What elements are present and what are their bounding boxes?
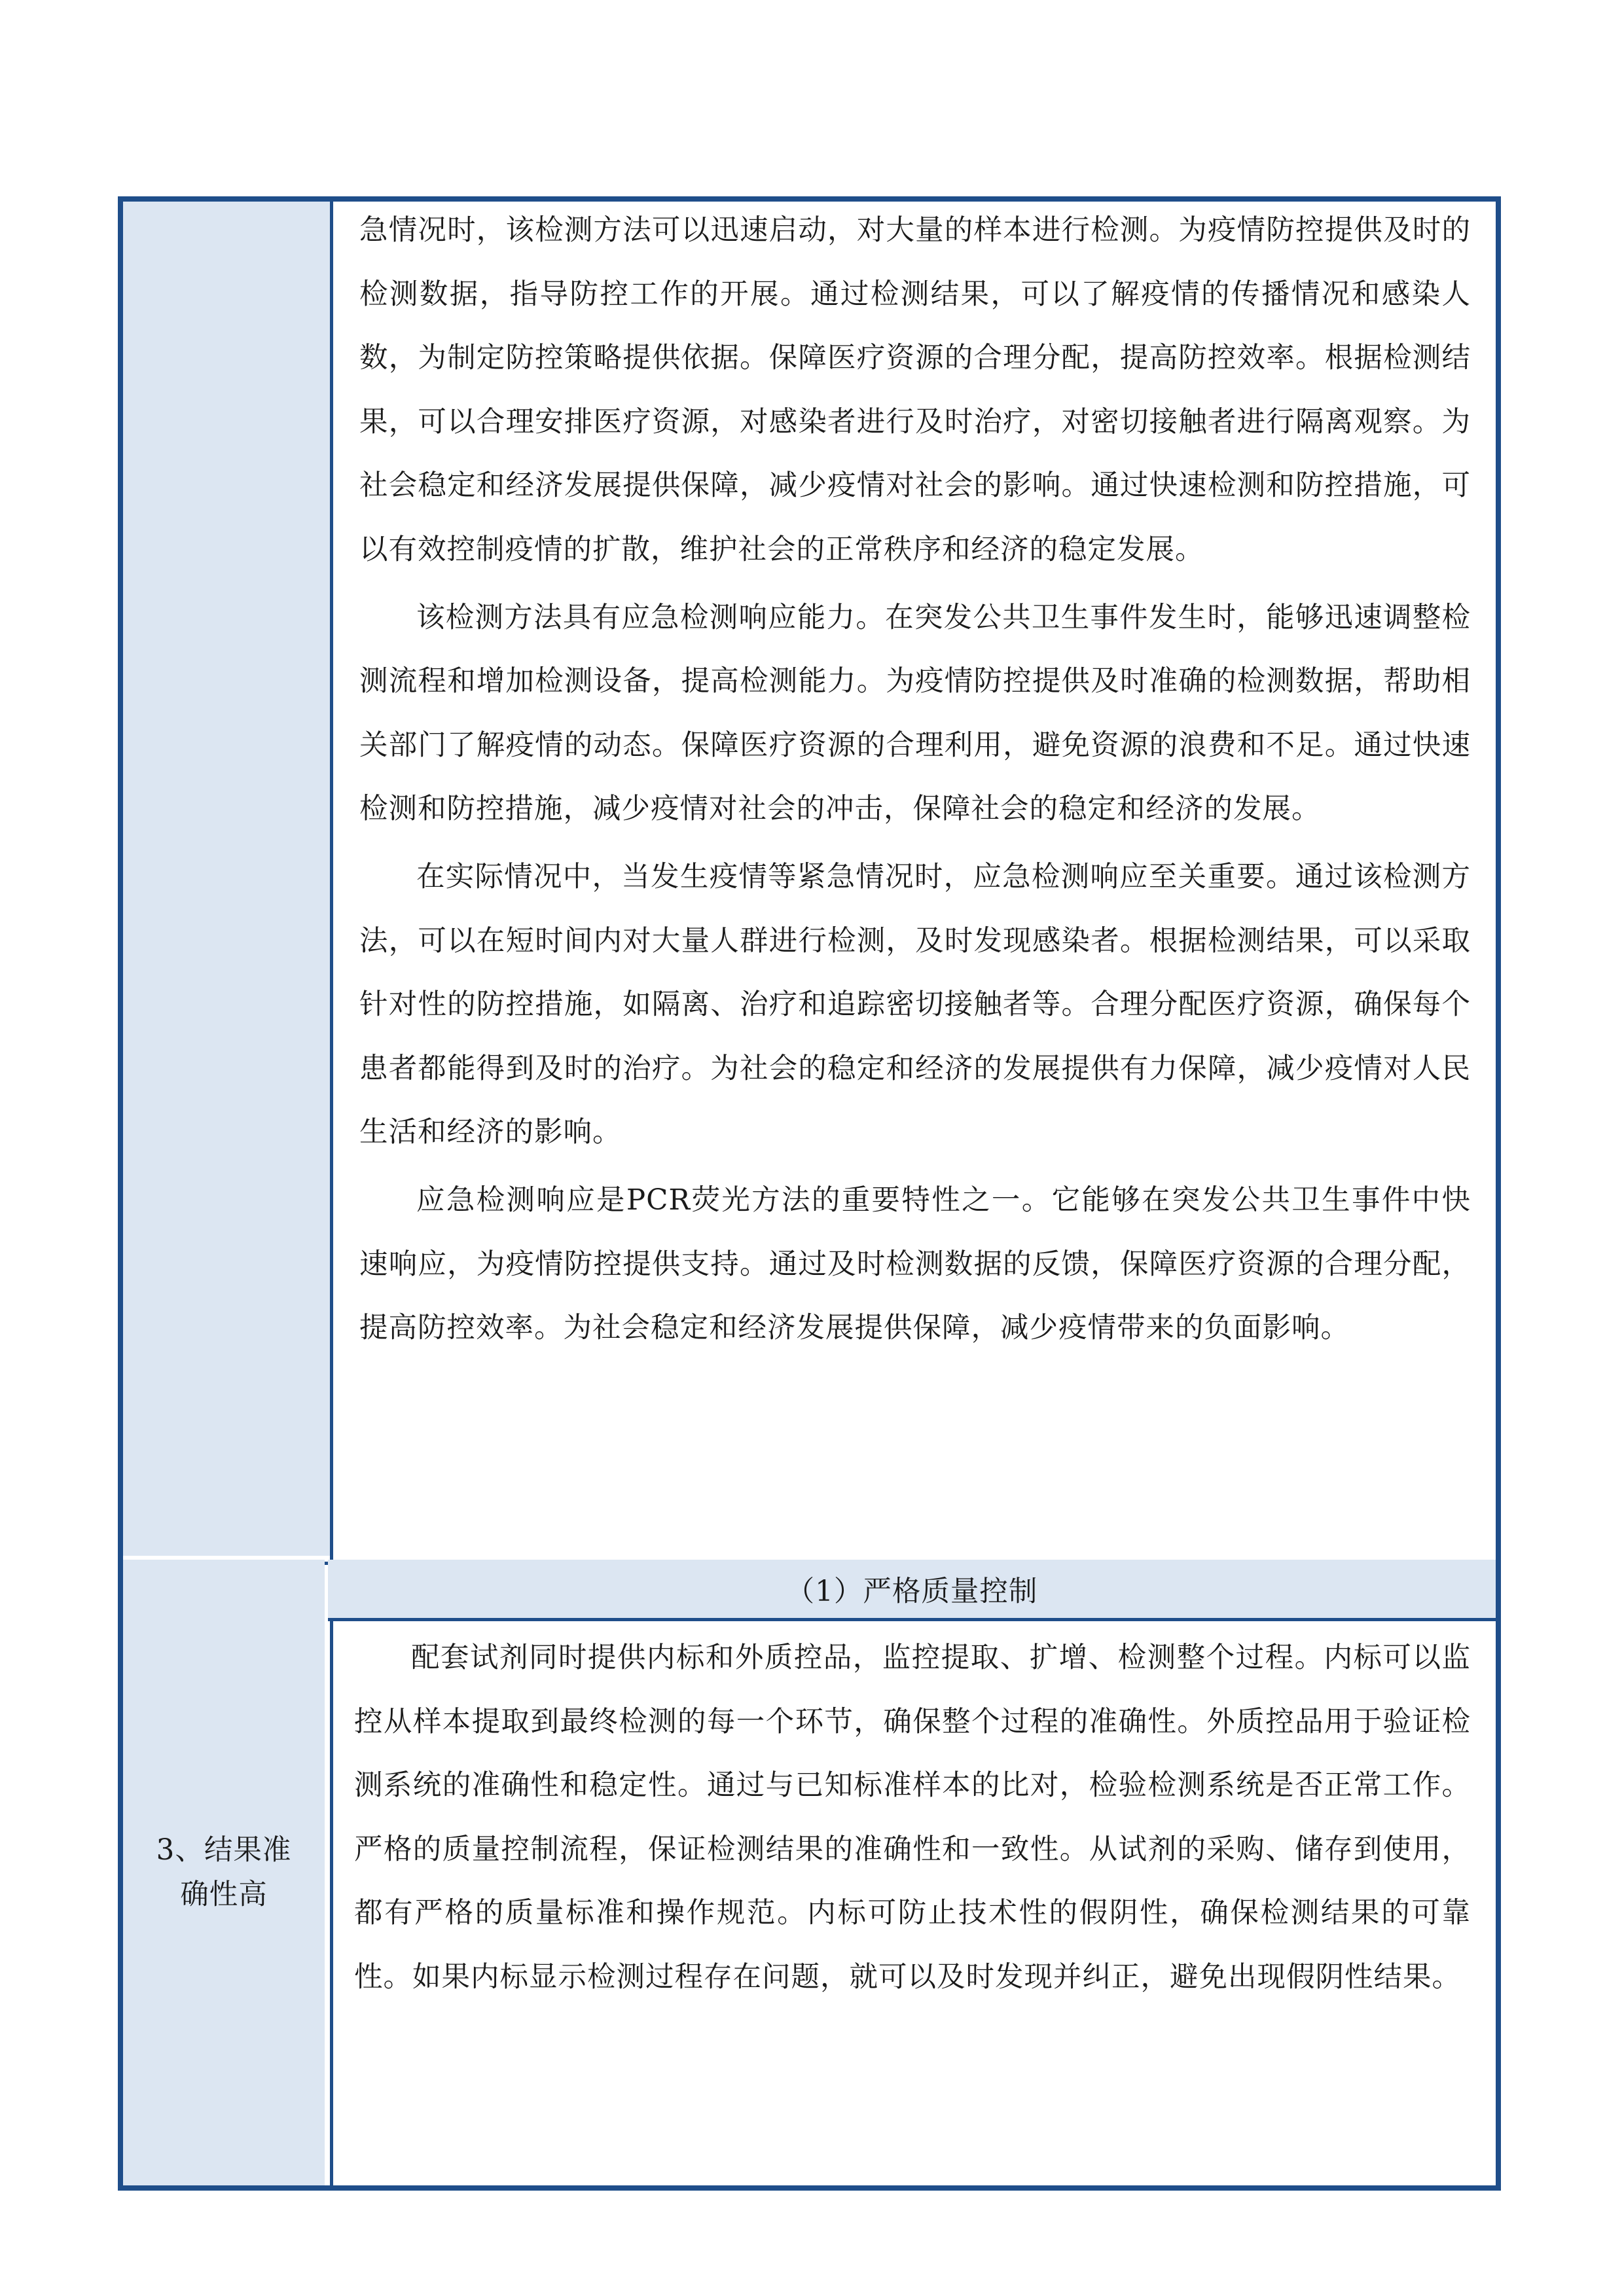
accuracy-content [328,1621,1496,2185]
row-accuracy [123,1560,1496,2185]
section-title-text: （1）严格质量控制 [785,1575,1038,1608]
continuation-paragraph-2: 该检测方法具有应急检测响应能力。在突发公共卫生事件发生时，能够迅速调整检测流程和增加检测设备，提高检测能力。为疫情防控提供及时准确的检测数据，帮助相关部门了解疫情的动态。保障医疗资源的合理利用，避免资源的浪费和不足。通过快速检测和防控措施，减少疫情对社会的冲击，保障社会的稳定和经济的发展。 [359,601,1471,826]
row-label-line-2: 确性高 [180,1878,268,1911]
row-label-line-1: 3、结果准 [156,1834,292,1867]
continuation-paragraph-1: 急情况时，该检测方法可以迅速启动，对大量的样本进行检测。为疫情防控提供及时的检测数据，指导防控工作的开展。通过检测结果，可以了解疫情的传播情况和感染人数，为制定防控策略提供依据。保障医疗资源的合理分配，提高防控效率。根据检测结果，可以合理安排医疗资源，对感染者进行及时治疗，对密切接触者进行隔离观察。为社会稳定和经济发展提供保障，减少疫情对社会的影响。通过快速检测和防控措施，可以有效控制疫情的扩散，维护社会的正常秩序和经济的稳定发展。 [359,214,1471,566]
accuracy-paragraph: 配套试剂同时提供内标和外质控品，监控提取、扩增、检测整个过程。内标可以监控从样本提取到最终检测的每一个环节，确保整个过程的准确性。外质控品用于验证检测系统的准确性和稳定性。通过与已知标准样本的比对，检验检测系统是否正常工作。严格的质量控制流程，保证检测结果的准确性和一致性。从试剂的采购、储存到使用，都有严格的质量标准和操作规范。内标可防止技术性的假阴性，确保检测结果的可靠性。如果内标显示检测过程存在问题，就可以及时发现并纠正，避免出现假阴性结果。 [354,1641,1471,1994]
row-label-accuracy [123,1560,325,2185]
continuation-content [333,202,1496,1560]
continuation-paragraph-4: 应急检测响应是PCR荧光方法的重要特性之一。它能够在突发公共卫生事件中快速响应，为疫情防控提供支持。通过及时检测数据的反馈，保障医疗资源的合理分配，提高防控效率。为社会稳定和经济发展提供保障，减少疫情带来的负面影响。 [359,1183,1471,1345]
section-title-quality-control [328,1560,1496,1618]
row-label-cell-continuation [123,202,330,1556]
continuation-paragraph-3: 在实际情况中，当发生疫情等紧急情况时，应急检测响应至关重要。通过该检测方法，可以在短时间内对大量人群进行检测，及时发现感染者。根据检测结果，可以采取针对性的防控措施，如隔离、治疗和追踪密切接触者等。合理分配医疗资源，确保每个患者都能得到及时的治疗。为社会的稳定和经济的发展提供有力保障，减少疫情对人民生活和经济的影响。 [359,860,1471,1149]
